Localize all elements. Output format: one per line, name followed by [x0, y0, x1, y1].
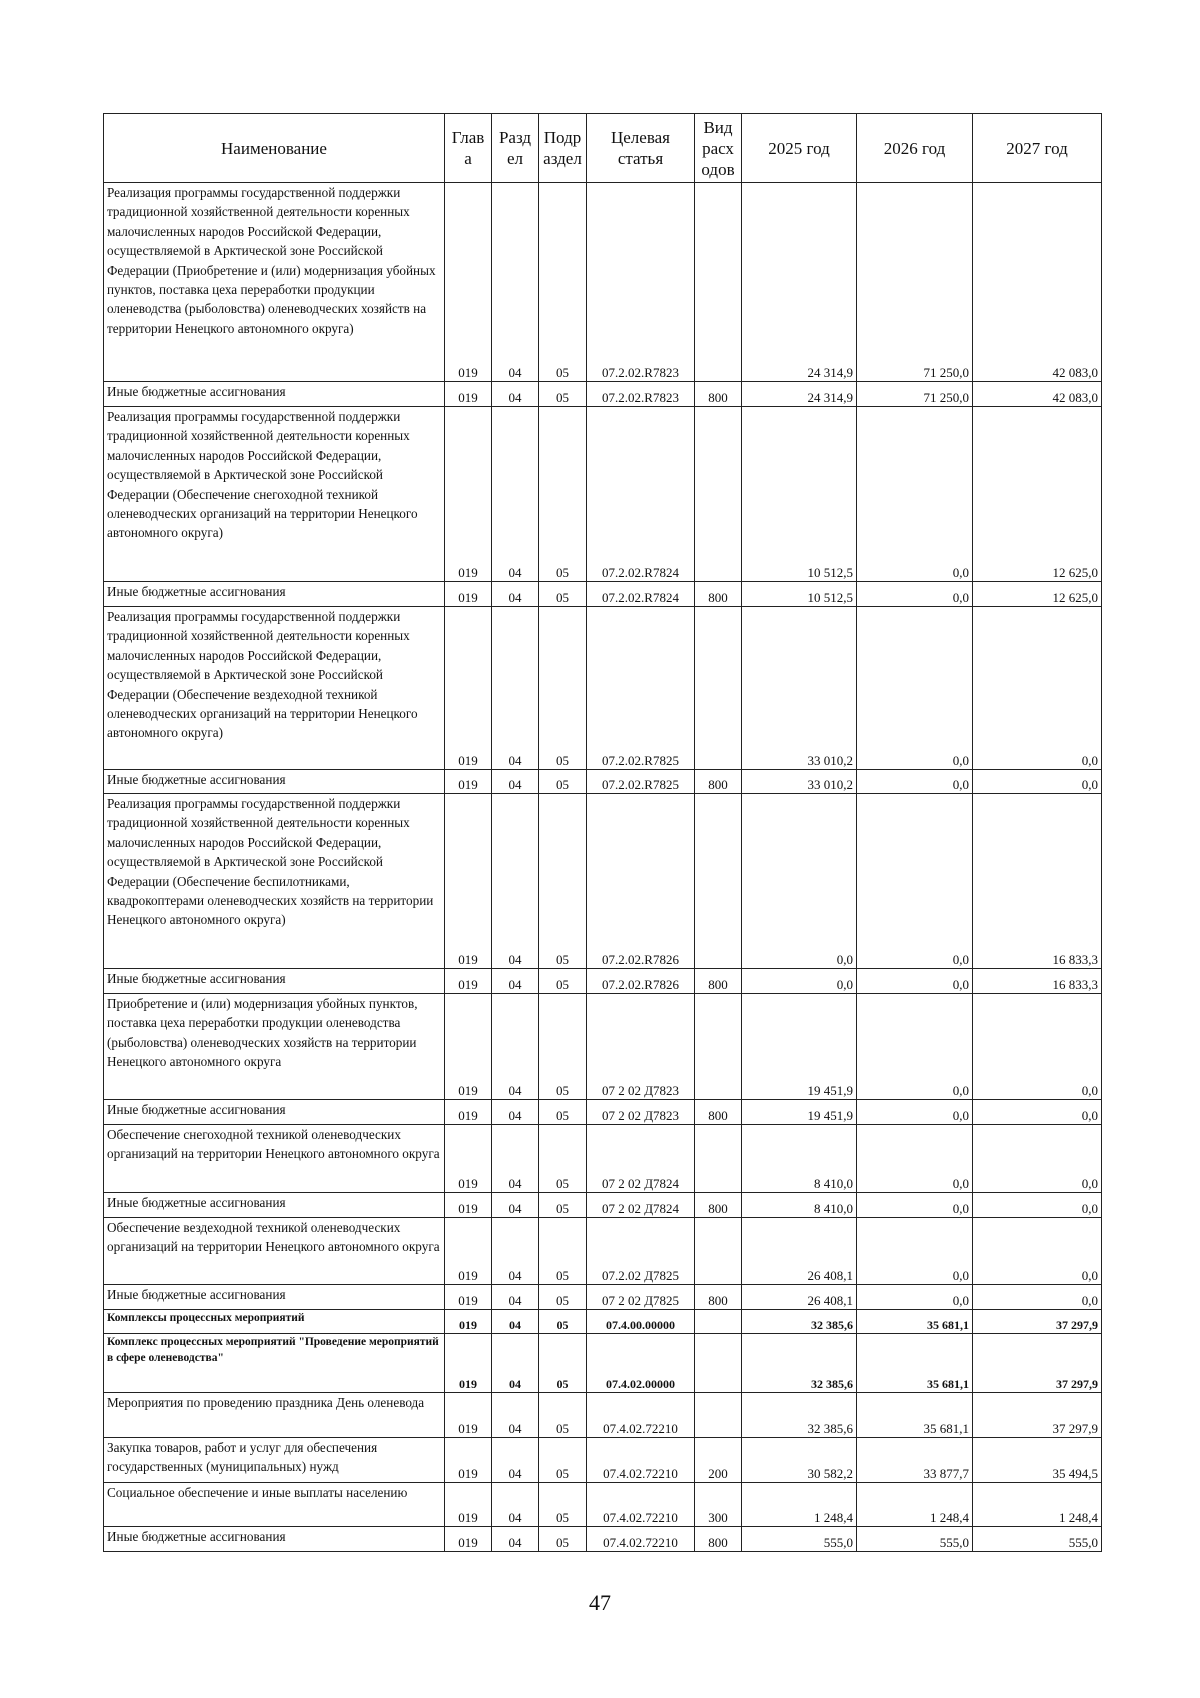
row-vid-cell	[695, 1334, 742, 1393]
row-2025-cell: 19 451,9	[742, 1100, 857, 1125]
table-body	[104, 183, 1102, 1552]
row-2025-cell: 30 582,2	[742, 1438, 857, 1483]
row-glava-cell: 019	[445, 407, 492, 582]
row-glava-cell: 019	[445, 994, 492, 1100]
row-razdel-cell: 04	[492, 794, 539, 969]
row-glava-cell: 019	[445, 582, 492, 607]
row-glava-cell: 019	[445, 1218, 492, 1285]
row-2025-cell: 32 385,6	[742, 1334, 857, 1393]
row-podrazdel-cell: 05	[539, 1218, 587, 1285]
row-2025-cell: 0,0	[742, 969, 857, 994]
row-podrazdel-cell: 05	[539, 969, 587, 994]
row-podrazdel-cell: 05	[539, 1193, 587, 1218]
row-2027-cell: 37 297,9	[973, 1310, 1102, 1334]
row-2026-cell: 1 248,4	[857, 1483, 973, 1527]
row-2025-cell: 24 314,9	[742, 183, 857, 382]
table-row	[104, 1125, 1102, 1193]
row-glava-cell: 019	[445, 794, 492, 969]
row-2026-cell: 0,0	[857, 582, 973, 607]
row-celevaya-cell: 07.2.02.R7825	[587, 607, 695, 770]
row-podrazdel-cell: 05	[539, 794, 587, 969]
row-name-cell: Реализация программы государственной поддержки традиционной хозяйственной деятельности коренных малочисленных народов Российской Федерации, осуществляемой в Арктической зоне Российской Федерации (Обеспечение беспилотниками, квадрокоптерами оленеводческих хозяйств на территории Ненецкого автономного округа)	[104, 794, 445, 969]
row-2027-cell: 35 494,5	[973, 1438, 1102, 1483]
row-vid-cell: 800	[695, 969, 742, 994]
row-podrazdel-cell: 05	[539, 1438, 587, 1483]
row-vid-cell: 800	[695, 1527, 742, 1552]
row-celevaya-cell: 07 2 02 Д7824	[587, 1125, 695, 1193]
header-2025: 2025 год	[742, 114, 857, 183]
header-vid: Вид расх одов	[695, 114, 742, 183]
row-razdel-cell: 04	[492, 1334, 539, 1393]
row-vid-cell: 200	[695, 1438, 742, 1483]
row-2025-cell: 555,0	[742, 1527, 857, 1552]
row-2025-cell: 8 410,0	[742, 1125, 857, 1193]
row-vid-cell: 800	[695, 770, 742, 794]
table-row	[104, 1100, 1102, 1125]
row-2026-cell: 33 877,7	[857, 1438, 973, 1483]
table-row	[104, 1483, 1102, 1527]
row-razdel-cell: 04	[492, 1125, 539, 1193]
row-2025-cell: 33 010,2	[742, 770, 857, 794]
row-glava-cell: 019	[445, 382, 492, 407]
header-2027: 2027 год	[973, 114, 1102, 183]
table-row	[104, 1334, 1102, 1393]
row-2025-cell: 24 314,9	[742, 382, 857, 407]
row-2026-cell: 0,0	[857, 407, 973, 582]
row-razdel-cell: 04	[492, 1310, 539, 1334]
header-2026: 2026 год	[857, 114, 973, 183]
row-celevaya-cell: 07 2 02 Д7823	[587, 994, 695, 1100]
table-row	[104, 770, 1102, 794]
row-vid-cell: 800	[695, 1193, 742, 1218]
row-celevaya-cell: 07.2.02.R7823	[587, 183, 695, 382]
row-2027-cell: 42 083,0	[973, 183, 1102, 382]
row-2026-cell: 0,0	[857, 607, 973, 770]
row-razdel-cell: 04	[492, 1218, 539, 1285]
header-razdel: Разд ел	[492, 114, 539, 183]
row-podrazdel-cell: 05	[539, 607, 587, 770]
row-celevaya-cell: 07.4.02.72210	[587, 1438, 695, 1483]
row-vid-cell	[695, 183, 742, 382]
row-name-cell: Иные бюджетные ассигнования	[104, 1527, 445, 1552]
row-razdel-cell: 04	[492, 770, 539, 794]
row-glava-cell: 019	[445, 1310, 492, 1334]
table-row	[104, 382, 1102, 407]
row-podrazdel-cell: 05	[539, 1334, 587, 1393]
row-razdel-cell: 04	[492, 1100, 539, 1125]
row-2026-cell: 0,0	[857, 1193, 973, 1218]
row-name-cell: Иные бюджетные ассигнования	[104, 1285, 445, 1310]
row-2027-cell: 37 297,9	[973, 1334, 1102, 1393]
table-row	[104, 407, 1102, 582]
row-name-cell: Иные бюджетные ассигнования	[104, 1100, 445, 1125]
table-row	[104, 1285, 1102, 1310]
row-glava-cell: 019	[445, 1125, 492, 1193]
row-razdel-cell: 04	[492, 607, 539, 770]
row-2025-cell: 19 451,9	[742, 994, 857, 1100]
row-name-cell: Реализация программы государственной поддержки традиционной хозяйственной деятельности коренных малочисленных народов Российской Федерации, осуществляемой в Арктической зоне Российской Федерации (Обеспечение снегоходной техникой оленеводческих организаций на территории Ненецкого автономного округа)	[104, 407, 445, 582]
row-2026-cell: 0,0	[857, 1125, 973, 1193]
row-razdel-cell: 04	[492, 407, 539, 582]
page-number: 47	[589, 1590, 611, 1615]
row-glava-cell: 019	[445, 1393, 492, 1438]
row-celevaya-cell: 07.2.02.R7824	[587, 582, 695, 607]
row-podrazdel-cell: 05	[539, 582, 587, 607]
table-row	[104, 607, 1102, 770]
row-vid-cell	[695, 1310, 742, 1334]
row-2025-cell: 32 385,6	[742, 1393, 857, 1438]
row-razdel-cell: 04	[492, 1438, 539, 1483]
row-razdel-cell: 04	[492, 582, 539, 607]
row-vid-cell: 300	[695, 1483, 742, 1527]
row-2025-cell: 0,0	[742, 794, 857, 969]
table-row	[104, 183, 1102, 382]
row-podrazdel-cell: 05	[539, 1310, 587, 1334]
row-2025-cell: 26 408,1	[742, 1218, 857, 1285]
row-2027-cell: 16 833,3	[973, 969, 1102, 994]
row-2025-cell: 32 385,6	[742, 1310, 857, 1334]
row-vid-cell	[695, 1393, 742, 1438]
row-vid-cell: 800	[695, 582, 742, 607]
table-row	[104, 1438, 1102, 1483]
row-name-cell: Приобретение и (или) модернизация убойных пунктов, поставка цеха переработки продукции оленеводства (рыболовства) оленеводческих хозяйств на территории Ненецкого автономного округа	[104, 994, 445, 1100]
row-podrazdel-cell: 05	[539, 1100, 587, 1125]
row-name-cell: Обеспечение вездеходной техникой оленеводческих организаций на территории Ненецкого автономного округа	[104, 1218, 445, 1285]
row-celevaya-cell: 07.2.02.R7825	[587, 770, 695, 794]
table-row	[104, 1218, 1102, 1285]
row-2027-cell: 37 297,9	[973, 1393, 1102, 1438]
row-2026-cell: 0,0	[857, 994, 973, 1100]
row-2025-cell: 10 512,5	[742, 582, 857, 607]
row-vid-cell: 800	[695, 382, 742, 407]
row-name-cell: Комплексы процессных мероприятий	[104, 1310, 445, 1334]
row-name-cell: Мероприятия по проведению праздника День оленевода	[104, 1393, 445, 1438]
row-name-cell: Закупка товаров, работ и услуг для обеспечения государственных (муниципальных) нужд	[104, 1438, 445, 1483]
row-glava-cell: 019	[445, 183, 492, 382]
row-name-cell: Обеспечение снегоходной техникой оленеводческих организаций на территории Ненецкого автономного округа	[104, 1125, 445, 1193]
row-celevaya-cell: 07 2 02 Д7825	[587, 1285, 695, 1310]
table-header-row	[104, 114, 1102, 183]
row-vid-cell	[695, 407, 742, 582]
budget-table	[103, 113, 1102, 1552]
row-celevaya-cell: 07.4.02.00000	[587, 1334, 695, 1393]
row-podrazdel-cell: 05	[539, 994, 587, 1100]
row-razdel-cell: 04	[492, 183, 539, 382]
row-celevaya-cell: 07.4.02.72210	[587, 1527, 695, 1552]
row-celevaya-cell: 07.2.02.R7823	[587, 382, 695, 407]
row-glava-cell: 019	[445, 1483, 492, 1527]
row-celevaya-cell: 07.4.00.00000	[587, 1310, 695, 1334]
row-glava-cell: 019	[445, 1334, 492, 1393]
row-podrazdel-cell: 05	[539, 1125, 587, 1193]
row-celevaya-cell: 07 2 02 Д7824	[587, 1193, 695, 1218]
row-celevaya-cell: 07.4.02.72210	[587, 1483, 695, 1527]
row-glava-cell: 019	[445, 1527, 492, 1552]
row-celevaya-cell: 07.2.02.R7826	[587, 794, 695, 969]
row-name-cell: Иные бюджетные ассигнования	[104, 969, 445, 994]
budget-table-sheet	[103, 113, 1101, 1552]
row-2027-cell: 0,0	[973, 607, 1102, 770]
row-glava-cell: 019	[445, 1193, 492, 1218]
table-row	[104, 1527, 1102, 1552]
row-vid-cell: 800	[695, 1100, 742, 1125]
row-glava-cell: 019	[445, 1438, 492, 1483]
row-2026-cell: 35 681,1	[857, 1310, 973, 1334]
row-2025-cell: 8 410,0	[742, 1193, 857, 1218]
row-2026-cell: 0,0	[857, 1285, 973, 1310]
row-2027-cell: 42 083,0	[973, 382, 1102, 407]
row-2026-cell: 0,0	[857, 770, 973, 794]
row-vid-cell	[695, 607, 742, 770]
row-vid-cell: 800	[695, 1285, 742, 1310]
row-glava-cell: 019	[445, 1285, 492, 1310]
row-glava-cell: 019	[445, 607, 492, 770]
row-vid-cell	[695, 1125, 742, 1193]
row-celevaya-cell: 07.2.02.R7824	[587, 407, 695, 582]
row-glava-cell: 019	[445, 1100, 492, 1125]
row-vid-cell	[695, 1218, 742, 1285]
row-2026-cell: 35 681,1	[857, 1334, 973, 1393]
header-celevaya: Целевая статья	[587, 114, 695, 183]
row-razdel-cell: 04	[492, 1285, 539, 1310]
table-row	[104, 1310, 1102, 1334]
row-2026-cell: 0,0	[857, 1100, 973, 1125]
row-name-cell: Иные бюджетные ассигнования	[104, 382, 445, 407]
row-razdel-cell: 04	[492, 969, 539, 994]
row-name-cell: Иные бюджетные ассигнования	[104, 770, 445, 794]
row-2026-cell: 0,0	[857, 969, 973, 994]
row-razdel-cell: 04	[492, 382, 539, 407]
row-2027-cell: 555,0	[973, 1527, 1102, 1552]
row-name-cell: Реализация программы государственной поддержки традиционной хозяйственной деятельности коренных малочисленных народов Российской Федерации, осуществляемой в Арктической зоне Российской Федерации (Приобретение и (или) модернизация убойных пунктов, поставка цеха переработки продукции оленеводства (рыболовства) оленеводческих хозяйств на территории Ненецкого автономного округа)	[104, 183, 445, 382]
row-celevaya-cell: 07.2.02 Д7825	[587, 1218, 695, 1285]
table-row	[104, 1393, 1102, 1438]
row-2027-cell: 0,0	[973, 1193, 1102, 1218]
row-podrazdel-cell: 05	[539, 1483, 587, 1527]
row-glava-cell: 019	[445, 770, 492, 794]
header-glava: Глав а	[445, 114, 492, 183]
row-podrazdel-cell: 05	[539, 382, 587, 407]
row-name-cell: Социальное обеспечение и иные выплаты населению	[104, 1483, 445, 1527]
row-podrazdel-cell: 05	[539, 183, 587, 382]
row-vid-cell	[695, 994, 742, 1100]
row-2026-cell: 71 250,0	[857, 183, 973, 382]
row-2025-cell: 1 248,4	[742, 1483, 857, 1527]
row-2027-cell: 0,0	[973, 994, 1102, 1100]
row-2027-cell: 0,0	[973, 1285, 1102, 1310]
row-2027-cell: 12 625,0	[973, 407, 1102, 582]
row-2025-cell: 26 408,1	[742, 1285, 857, 1310]
header-podrazdel: Подр аздел	[539, 114, 587, 183]
row-podrazdel-cell: 05	[539, 1285, 587, 1310]
row-celevaya-cell: 07.4.02.72210	[587, 1393, 695, 1438]
row-razdel-cell: 04	[492, 1393, 539, 1438]
row-2026-cell: 71 250,0	[857, 382, 973, 407]
row-glava-cell: 019	[445, 969, 492, 994]
row-podrazdel-cell: 05	[539, 1527, 587, 1552]
row-razdel-cell: 04	[492, 1527, 539, 1552]
table-row	[104, 794, 1102, 969]
row-2026-cell: 0,0	[857, 1218, 973, 1285]
table-row	[104, 994, 1102, 1100]
row-name-cell: Реализация программы государственной поддержки традиционной хозяйственной деятельности коренных малочисленных народов Российской Федерации, осуществляемой в Арктической зоне Российской Федерации (Обеспечение вездеходной техникой оленеводческих организаций на территории Ненецкого автономного округа)	[104, 607, 445, 770]
row-2027-cell: 0,0	[973, 1125, 1102, 1193]
row-name-cell: Иные бюджетные ассигнования	[104, 582, 445, 607]
row-2026-cell: 0,0	[857, 794, 973, 969]
row-2027-cell: 1 248,4	[973, 1483, 1102, 1527]
row-2027-cell: 12 625,0	[973, 582, 1102, 607]
row-podrazdel-cell: 05	[539, 770, 587, 794]
row-podrazdel-cell: 05	[539, 1393, 587, 1438]
table-row	[104, 969, 1102, 994]
row-podrazdel-cell: 05	[539, 407, 587, 582]
row-2027-cell: 0,0	[973, 770, 1102, 794]
header-name: Наименование	[104, 114, 445, 183]
row-razdel-cell: 04	[492, 1483, 539, 1527]
row-2026-cell: 35 681,1	[857, 1393, 973, 1438]
row-razdel-cell: 04	[492, 1193, 539, 1218]
row-celevaya-cell: 07.2.02.R7826	[587, 969, 695, 994]
row-2027-cell: 16 833,3	[973, 794, 1102, 969]
row-2025-cell: 10 512,5	[742, 407, 857, 582]
row-2025-cell: 33 010,2	[742, 607, 857, 770]
table-row	[104, 1193, 1102, 1218]
row-2027-cell: 0,0	[973, 1100, 1102, 1125]
table-row	[104, 582, 1102, 607]
row-name-cell: Иные бюджетные ассигнования	[104, 1193, 445, 1218]
row-2026-cell: 555,0	[857, 1527, 973, 1552]
row-celevaya-cell: 07 2 02 Д7823	[587, 1100, 695, 1125]
row-2027-cell: 0,0	[973, 1218, 1102, 1285]
row-razdel-cell: 04	[492, 994, 539, 1100]
row-name-cell: Комплекс процессных мероприятий "Проведение мероприятий в сфере оленеводства"	[104, 1334, 445, 1393]
row-vid-cell	[695, 794, 742, 969]
